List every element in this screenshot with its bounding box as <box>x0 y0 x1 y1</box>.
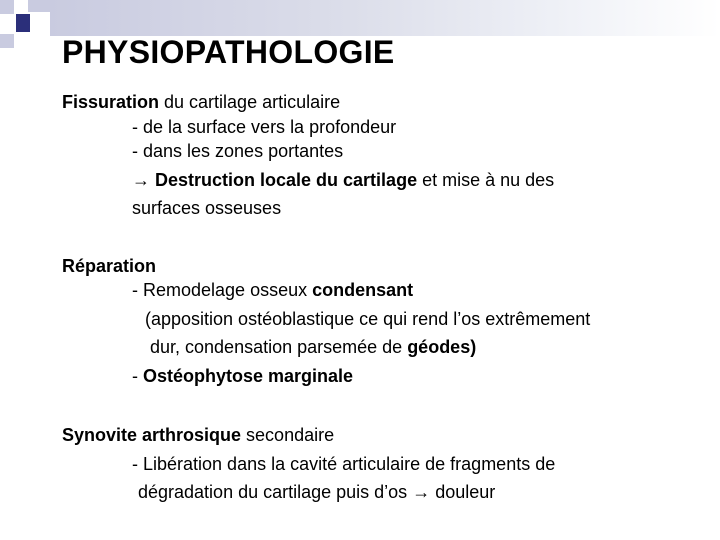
fissuration-line-bold: Destruction locale du cartilage <box>150 170 418 190</box>
synovite-line <box>138 481 495 503</box>
reparation-line <box>132 279 413 301</box>
header-gradient-band <box>50 0 720 36</box>
fissuration-line: - de la surface vers la profondeur <box>132 117 397 137</box>
reparation-line-prefix: - <box>132 366 143 386</box>
synovite-line: - Libération dans la cavité articulaire de fragments de <box>132 454 556 474</box>
reparation-line-bold: condensant <box>312 280 414 300</box>
synovite-heading <box>62 424 334 446</box>
arrow-icon: → <box>132 170 150 190</box>
decor-square <box>14 0 28 14</box>
synovite-heading-rest: secondaire <box>241 425 335 445</box>
decor-square <box>16 14 30 32</box>
fissuration-heading <box>62 91 340 113</box>
synovite-line-prefix: dégradation du cartilage puis d’os <box>138 482 413 502</box>
synovite-line-rest: douleur <box>430 482 496 502</box>
fissuration-line-rest: et mise à nu des <box>417 170 555 190</box>
synovite-heading-bold: Synovite arthrosique <box>62 425 242 445</box>
decor-square <box>0 0 14 14</box>
fissuration-line <box>132 169 554 191</box>
reparation-line-prefix: dur, condensation parsemée de <box>150 337 408 357</box>
reparation-line-bold: géodes) <box>407 337 477 357</box>
decor-square <box>28 0 50 12</box>
fissuration-line: surfaces osseuses <box>132 198 282 218</box>
arrow-icon: → <box>412 482 431 502</box>
reparation-heading-bold: Réparation <box>62 256 157 276</box>
page-title: PHYSIOPATHOLOGIE <box>62 34 395 70</box>
reparation-line: (apposition ostéoblastique ce qui rend l’os extrêmement <box>145 309 591 329</box>
reparation-line <box>132 365 353 387</box>
fissuration-line: - dans les zones portantes <box>132 141 344 161</box>
reparation-line <box>150 336 476 358</box>
reparation-heading <box>62 255 156 277</box>
fissuration-heading-rest: du cartilage articulaire <box>159 92 341 112</box>
fissuration-heading-bold: Fissuration <box>62 92 160 112</box>
decor-square <box>0 34 14 48</box>
decor-square <box>0 14 14 32</box>
reparation-line-prefix: - Remodelage osseux <box>132 280 313 300</box>
reparation-line-bold: Ostéophytose marginale <box>143 366 354 386</box>
